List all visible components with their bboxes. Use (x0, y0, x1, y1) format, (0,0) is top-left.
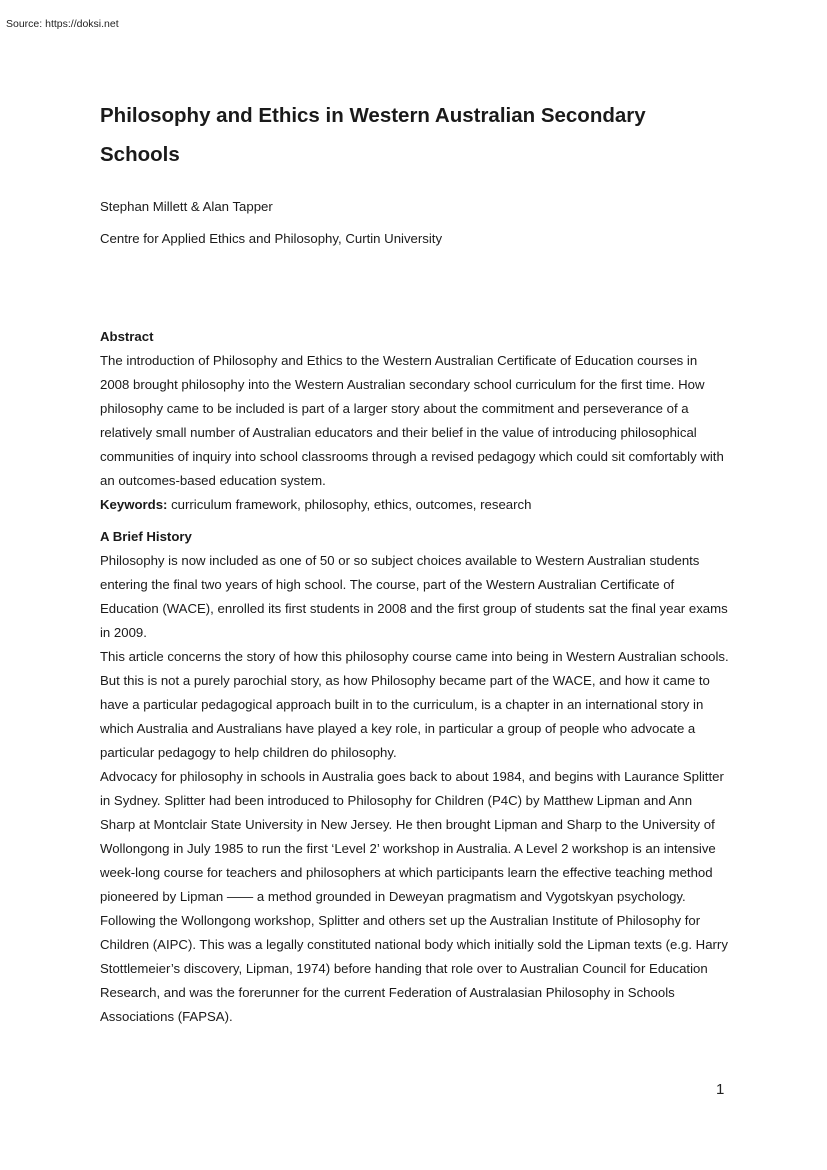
abstract-heading: Abstract (100, 329, 154, 344)
page-number: 1 (716, 1081, 725, 1098)
authors: Stephan Millett & Alan Tapper (100, 199, 273, 214)
body-paragraph: Philosophy is now included as one of 50 or so subject choices available to Western Australian students entering the final two years of high school. The course, part of the Western Australian Certificate of Education (WACE), enrolled its first students in 2008 and the first group of students sat the final year exams in 2009. (100, 553, 728, 640)
section-heading: A Brief History (100, 529, 192, 544)
source-note: Source: https://doksi.net (6, 18, 119, 30)
document-page (100, 96, 730, 1029)
paper-title: Philosophy and Ethics in Western Australian Secondary Schools (100, 104, 646, 166)
affiliation: Centre for Applied Ethics and Philosophy, Curtin University (100, 231, 443, 246)
abstract-text: The introduction of Philosophy and Ethics to the Western Australian Certificate of Education courses in 2008 brought philosophy into the Western Australian secondary school curriculum for the first time. How philosophy came to be included is part of a larger story about the commitment and perseverance of a relatively small number of Australian educators and their belief in the value of introducing philosophical communities of inquiry into school classrooms through a revised pedagogy which could sit comfortably with an outcomes-based education system. (100, 353, 724, 488)
keywords-label: Keywords: (100, 497, 168, 512)
body-paragraph: Advocacy for philosophy in schools in Australia goes back to about 1984, and begins with Laurance Splitter in Sydney. Splitter had been introduced to Philosophy for Children (P4C) by Matthew Lipman and Ann Sharp at Montclair State University in New Jersey. He then brought Lipman and Sharp to the University of Wollongong in July 1985 to run the first ‘Level 2’ workshop in Australia. A Level 2 workshop is an intensive week-long course for teachers and philosophers at which participants learn the effective teaching method pioneered by Lipman —— a method grounded in Deweyan pragmatism and Vygotskyan psychology. Following the Wollongong workshop, Splitter and others set up the Australian Institute of Philosophy for Children (AIPC). This was a legally constituted national body which initially sold the Lipman texts (e.g. Harry Stottlemeier’s discovery, Lipman, 1974) before handing that role over to Australian Council for Education Research, and was the forerunner for the current Federation of Australasian Philosophy in Schools Associations (FAPSA). (100, 769, 728, 1024)
keywords (100, 493, 730, 517)
body-paragraph: This article concerns the story of how this philosophy course came into being in Western Australian schools. But this is not a purely parochial story, as how Philosophy became part of the WACE, and how it came to have a particular pedagogical approach built in to the curriculum, is a chapter in an international story in which Australia and Australians have played a key role, in particular a group of people who advocate a particular pedagogy to help children do philosophy. (100, 649, 729, 760)
keywords-text: curriculum framework, philosophy, ethics, outcomes, research (167, 497, 532, 512)
